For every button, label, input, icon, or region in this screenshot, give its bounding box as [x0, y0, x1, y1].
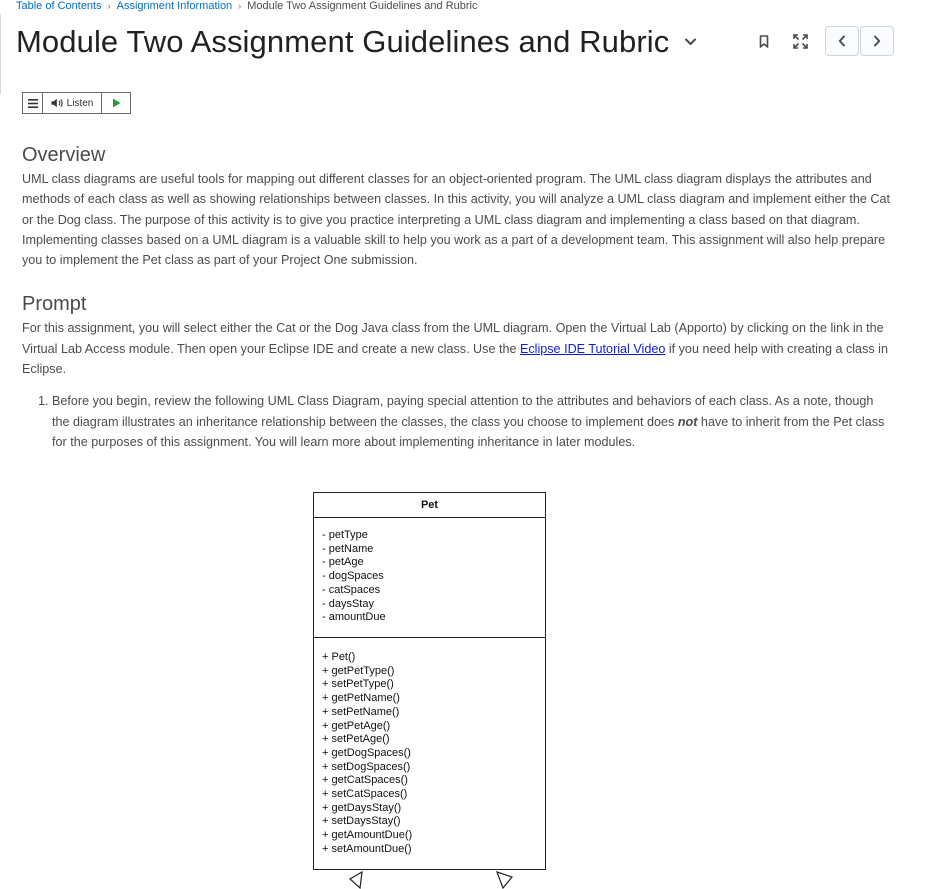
prompt-steps: [22, 391, 892, 452]
uml-attribute: - catSpaces: [322, 583, 381, 596]
uml-attribute: - daysStay: [322, 597, 374, 610]
uml-methods: [314, 638, 545, 857]
uml-method: + setDaysStay(): [322, 815, 401, 828]
page-title: Module Two Assignment Guidelines and Rubric: [16, 24, 670, 59]
uml-method: + getDaysStay(): [322, 801, 402, 814]
breadcrumb-separator-icon: ›: [238, 1, 242, 11]
listen-label: Listen: [66, 97, 94, 109]
uml-method: + setAmountDue(): [322, 842, 412, 855]
topic-tools: [753, 26, 894, 56]
uml-attribute: - petAge: [322, 556, 364, 569]
overview-text: UML class diagrams are useful tools for mapping out different classes for an object-oriented program. The UML class diagram displays the attributes and methods of each class as well as showing relationships between classes. In this activity, you will analyze a UML class diagram and implement either the Cat or the Dog class. The purpose of this activity is to give you practice interpreting a UML class diagram and implementing a class based on that diagram. Implementing classes based on a UML diagram is a valuable skill to help you work as a part of a development team. This assignment will also help prepare you to implement the Pet class as part of your Project One submission.: [22, 172, 890, 268]
inheritance-arrow-right-icon: [494, 871, 516, 889]
uml-method: + getPetType(): [322, 664, 395, 677]
title-row: [16, 20, 697, 64]
breadcrumb-separator-icon: ›: [107, 1, 111, 11]
listen-menu-button[interactable]: [23, 93, 43, 113]
speaker-icon: [51, 98, 64, 108]
listen-widget: [22, 92, 131, 114]
title-chevron-down-icon[interactable]: [683, 35, 697, 49]
breadcrumb-table-of-contents[interactable]: Table of Contents: [16, 0, 102, 12]
next-topic-button[interactable]: [860, 26, 894, 56]
previous-topic-button[interactable]: [825, 26, 859, 56]
listen-button[interactable]: [43, 93, 102, 113]
breadcrumb-assignment-information[interactable]: Assignment Information: [116, 0, 233, 12]
uml-class-name: Pet: [314, 493, 545, 518]
step-text-part: Before you begin, review the following UML Class Diagram, paying special attention to the attributes and behaviors of each class. As a note, though the diagram illustrates an inheritance relationship between the classes, the class you choose to implement does: [52, 394, 874, 429]
breadcrumb-current: Module Two Assignment Guidelines and Rubric: [247, 0, 478, 12]
fullscreen-icon[interactable]: [789, 30, 811, 52]
uml-method: + getPetAge(): [322, 719, 391, 732]
uml-method: + getPetName(): [322, 692, 400, 705]
prompt-text-part: For this assignment, you will select either the Cat or the Dog Java class from the UML diagram. Open the Virtual Lab (Apporto) by clicking on the link in the Virtual Lab Access module. Then open your Eclipse IDE and create a new class. Use the: [22, 321, 884, 356]
uml-method: + getDogSpaces(): [322, 746, 411, 759]
uml-method: + setPetName(): [322, 705, 400, 718]
eclipse-tutorial-link[interactable]: Eclipse IDE Tutorial Video: [519, 341, 666, 356]
uml-method: + setPetType(): [322, 678, 394, 691]
uml-attribute: - dogSpaces: [322, 570, 384, 583]
chevron-left-icon: [838, 35, 846, 47]
play-button[interactable]: [102, 93, 130, 113]
uml-attribute: - petType: [322, 529, 368, 541]
uml-method: + getCatSpaces(): [322, 774, 408, 787]
prompt-step-1: [52, 391, 892, 452]
uml-attributes: [314, 518, 545, 638]
prompt-text: [22, 318, 892, 379]
uml-class-diagram: [313, 492, 546, 870]
uml-method: + setPetAge(): [322, 733, 390, 746]
prompt-heading: Prompt: [22, 293, 87, 316]
uml-method: + Pet(): [322, 651, 356, 663]
chevron-right-icon: [873, 35, 881, 47]
uml-attribute: - amountDue: [322, 611, 386, 624]
uml-method: + setDogSpaces(): [322, 760, 411, 773]
step-text-part: have to inherit from the Pet class for the purposes of this assignment. You will learn more about implementing inheritance in later modules.: [52, 414, 885, 449]
inheritance-arrow-left-icon: [346, 871, 366, 889]
breadcrumb: [16, 0, 478, 13]
uml-method: + getAmountDue(): [322, 829, 413, 842]
play-icon: [112, 98, 121, 108]
prompt-text-part: if you need help with creating a class in Eclipse.: [22, 341, 888, 377]
left-edge-divider: [0, 14, 4, 94]
menu-icon: [28, 99, 38, 108]
bookmark-icon[interactable]: [753, 30, 775, 52]
topic-content: [22, 142, 892, 452]
step-emphasis: not: [677, 414, 698, 429]
overview-heading: Overview: [22, 144, 106, 166]
uml-attribute: - petName: [322, 542, 374, 555]
uml-method: + setCatSpaces(): [322, 788, 408, 801]
